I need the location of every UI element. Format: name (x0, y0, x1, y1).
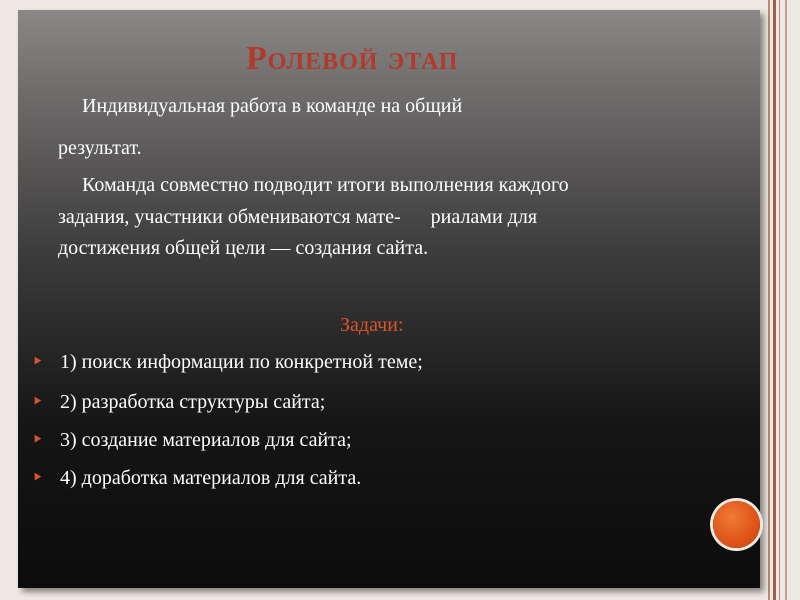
task-text: 2) разработка структуры сайта; (60, 390, 326, 413)
decor-stripe (779, 0, 780, 600)
slide-title: Ролевой этап (246, 40, 459, 77)
paragraph-1-line-2: результат. (58, 137, 142, 159)
orange-circle-decor (713, 501, 760, 548)
arrow-bullet-icon: ⯈ (32, 354, 44, 370)
task-text: 3) создание материалов для сайта; (60, 428, 352, 451)
task-item (32, 349, 423, 375)
paragraph-2-line-3: достижения общей цели — создания сайта. (58, 237, 429, 259)
decor-stripe (785, 0, 787, 600)
arrow-bullet-icon: ⯈ (32, 432, 44, 448)
task-text: 4) доработка материалов для сайта. (60, 466, 362, 489)
task-item (32, 427, 352, 453)
paragraph-1-line-1: Индивидуальная работа в команде на общий (82, 95, 463, 117)
arrow-bullet-icon: ⯈ (32, 394, 44, 410)
task-text: 1) поиск информации по конкретной теме; (60, 350, 423, 373)
arrow-bullet-icon: ⯈ (32, 470, 44, 486)
decor-stripe (773, 0, 776, 600)
task-item (32, 389, 325, 415)
paragraph-2-line-1: Команда совместно подводит итоги выполнения каждого (82, 174, 569, 196)
task-item (32, 465, 361, 491)
decor-stripe (768, 0, 770, 600)
tasks-heading: Задачи: (340, 314, 404, 336)
paragraph-2-line-2: задания, участники обмениваются мате- риалами для (58, 206, 538, 228)
